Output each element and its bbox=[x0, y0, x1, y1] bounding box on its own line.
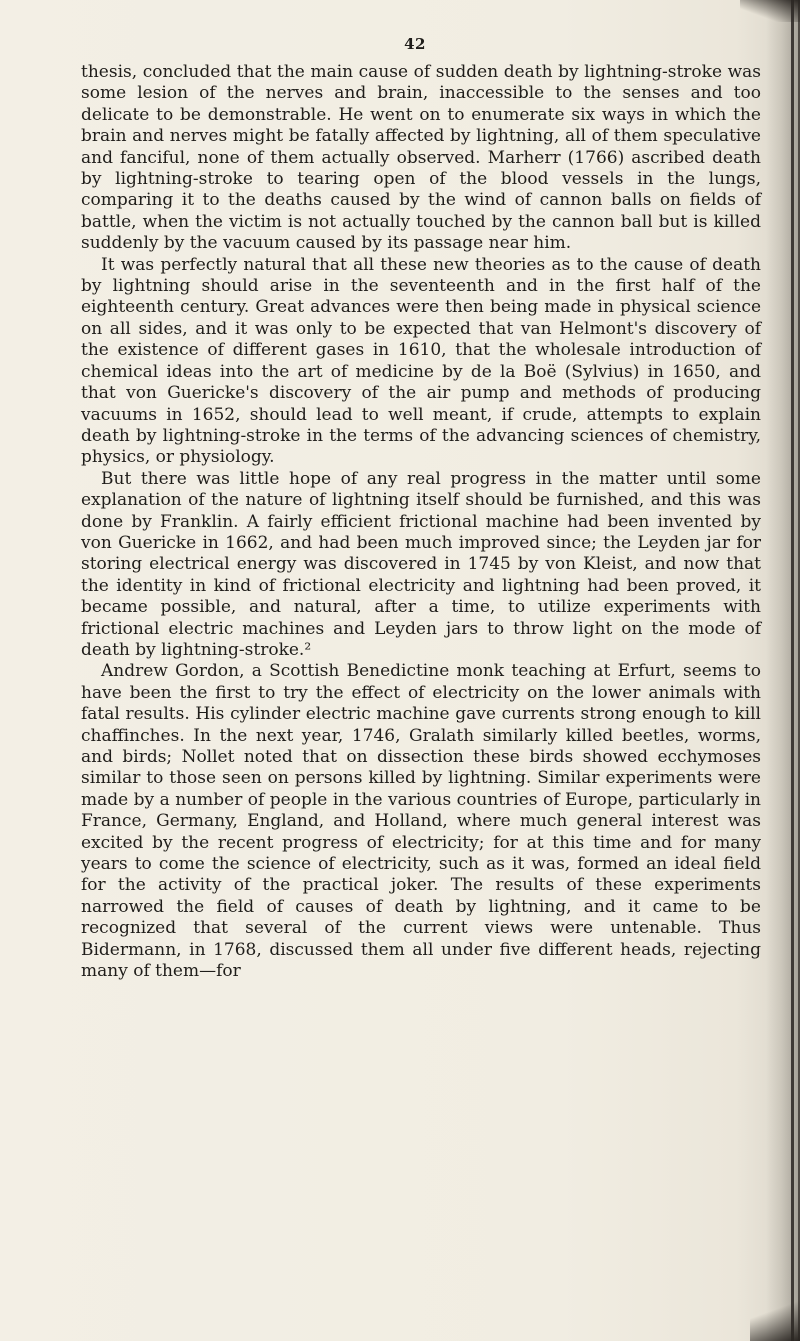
page-top-corner-shadow bbox=[740, 0, 800, 22]
paragraph: But there was little hope of any real progress in the matter until some explanation of the nature of lightning itself should be furnished, and this was done by Franklin. A fairly efficient frictional machine had been invented by von Guericke in 1662, and had been much improved since; the Leyden jar for storing electrical energy was discovered in 1745 by von Kleist, and now that the identity in kind of frictional electricity and lightning had been proved, it became possible, and natural, after a time, to utilize experiments with frictional electric machines and Leyden jars to throw light on the mode of death by lightning-stroke.² bbox=[81, 468, 761, 660]
page-bottom-corner-shadow bbox=[750, 1301, 800, 1341]
body-text bbox=[81, 62, 761, 982]
page-number: 42 bbox=[404, 35, 426, 53]
paragraph: It was perfectly natural that all these new theories as to the cause of death by lightning should arise in the seventeenth and in the first half of the eighteenth century. Great advances were then being made in physical science on all sides, and it was only to be expected that van Helmont's discovery of the existence of different gases in 1610, that the wholesale introduction of chemical ideas into the art of medicine by de la Boë (Sylvius) in 1650, and that von Guericke's discovery of the air pump and methods of producing vacuums in 1652, should lead to well meant, if crude, attempts to explain death by lightning-stroke in the terms of the advancing sciences of chemistry, physics, or physiology. bbox=[81, 254, 761, 468]
page-edge-line bbox=[791, 0, 794, 1341]
page-edge-shadow bbox=[766, 0, 800, 1341]
paragraph: thesis, concluded that the main cause of sudden death by lightning-stroke was some lesion of the nerves and brain, inaccessible to the senses and too delicate to be demonstrable. He went on to enumerate six ways in which the brain and nerves might be fatally affected by lightning, all of them speculative and fanciful, none of them actually observed. Marherr (1766) ascribed death by lightning-stroke to tearing open of the blood vessels in the lungs, comparing it to the deaths caused by the wind of cannon balls on fields of battle, when the victim is not actually touched by the cannon ball but is killed suddenly by the vacuum caused by its passage near him. bbox=[81, 62, 761, 254]
paragraph: Andrew Gordon, a Scottish Benedictine monk teaching at Erfurt, seems to have been the first to try the effect of electricity on the lower animals with fatal results. His cylinder electric machine gave currents strong enough to kill chaffinches. In the next year, 1746, Gralath similarly killed beetles, worms, and birds; Nollet noted that on dissection these birds showed ecchymoses similar to those seen on persons killed by lightning. Similar experiments were made by a number of people in the various countries of Europe, particularly in France, Germany, England, and Holland, where much general interest was excited by the recent progress of electricity; for at this time and for many years to come the science of electricity, such as it was, formed an ideal field for the activity of the practical joker. The results of these experiments narrowed the field of causes of death by lightning, and it came to be recognized that several of the current views were untenable. Thus Bidermann, in 1768, discussed them all under five different heads, rejecting many of them—for bbox=[81, 661, 761, 982]
